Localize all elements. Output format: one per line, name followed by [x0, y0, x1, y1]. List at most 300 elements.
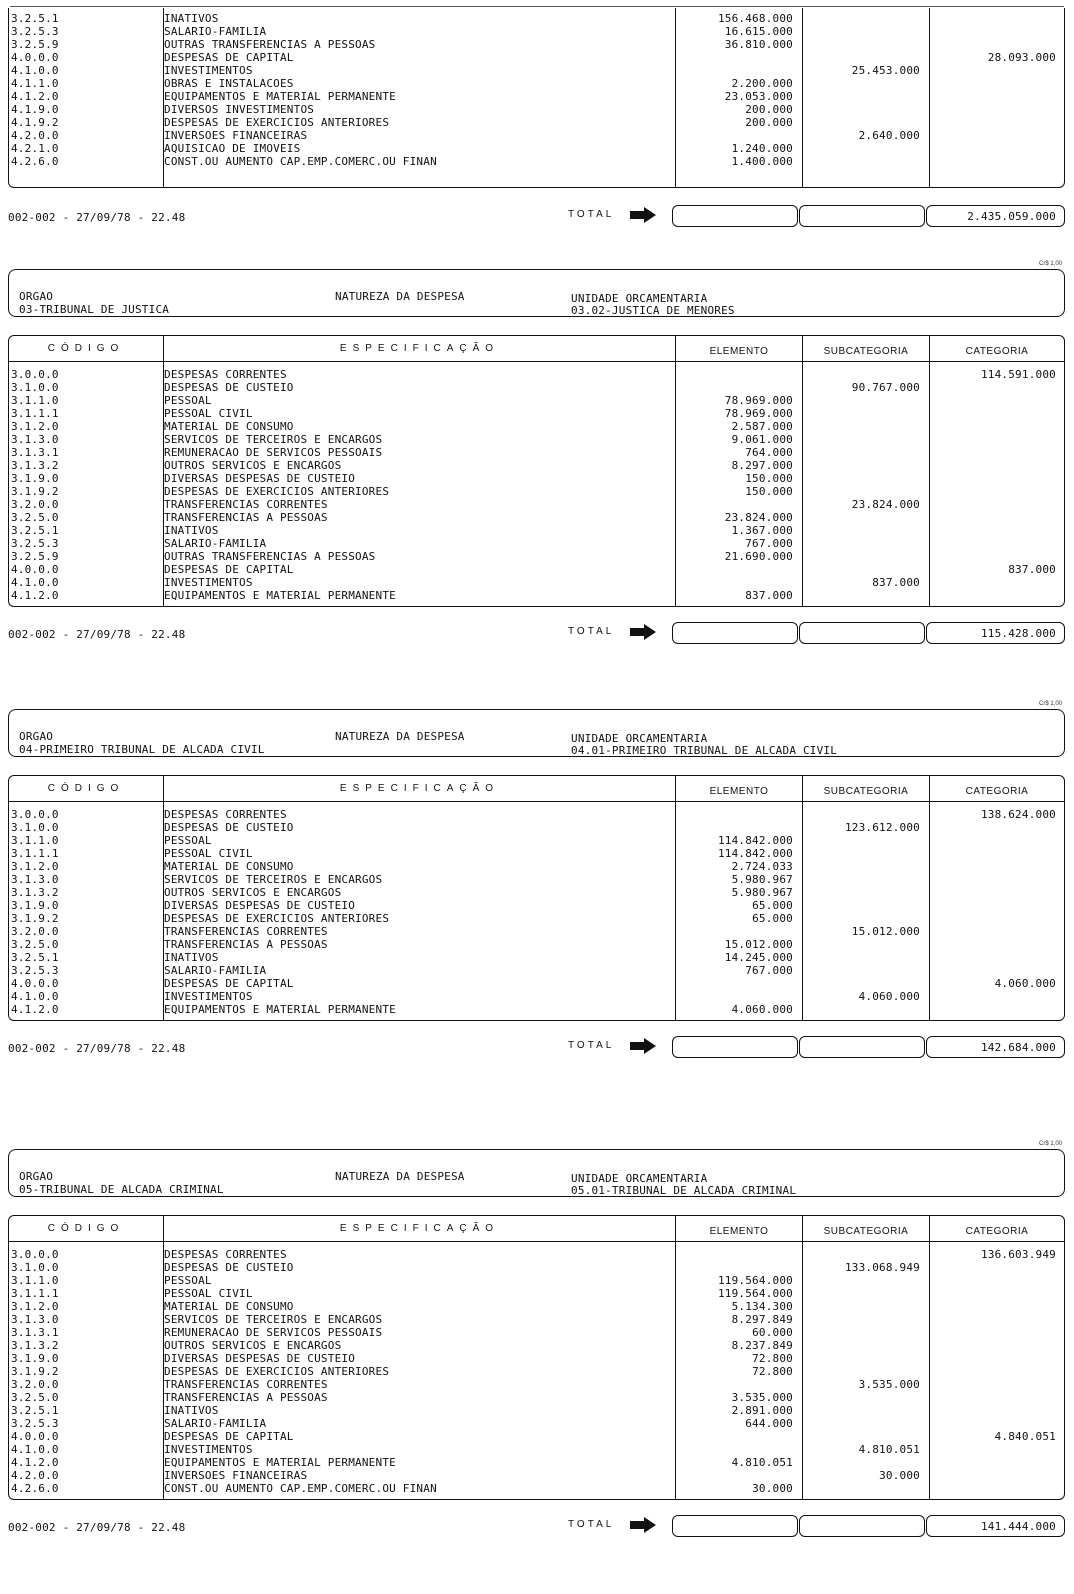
code-cell: 3.1.0.0 — [11, 821, 59, 834]
table-row — [9, 1482, 1066, 1495]
column-header-codigo — [8, 335, 164, 361]
unidade-name: 03.02-JUSTICA DE MENORES — [571, 304, 735, 317]
elemento-total-box — [672, 1036, 798, 1058]
table-row — [9, 485, 1066, 498]
categoria-cell: 837.000 — [1008, 563, 1056, 576]
description-cell: DESPESAS DE CAPITAL — [164, 563, 294, 576]
code-cell: 4.1.2.0 — [11, 90, 59, 103]
subcategoria-cell: 4.810.051 — [858, 1443, 920, 1456]
elemento-cell: 764.000 — [745, 446, 793, 459]
elemento-cell: 200.000 — [745, 116, 793, 129]
top-rule — [10, 6, 1064, 7]
table-row — [9, 1274, 1066, 1287]
table-row — [9, 25, 1066, 38]
table-row — [9, 90, 1066, 103]
elemento-total-box — [672, 205, 798, 227]
code-cell: 3.1.9.0 — [11, 899, 59, 912]
elemento-cell: 8.237.849 — [731, 1339, 793, 1352]
table-row — [9, 1443, 1066, 1456]
subcategoria-cell: 3.535.000 — [858, 1378, 920, 1391]
currency-note: Cr$ 1,00 — [1038, 1141, 1062, 1147]
code-cell: 3.1.3.2 — [11, 1339, 59, 1352]
currency-note: Cr$ 1,00 — [1038, 261, 1062, 267]
table-row — [9, 38, 1066, 51]
description-cell: DESPESAS DE CAPITAL — [164, 1430, 294, 1443]
table-row — [9, 821, 1066, 834]
elemento-cell: 150.000 — [745, 485, 793, 498]
section-footer — [8, 1514, 1065, 1540]
description-cell: DIVERSOS INVESTIMENTOS — [164, 103, 315, 116]
elemento-cell: 150.000 — [745, 472, 793, 485]
description-cell: INATIVOS — [164, 1404, 219, 1417]
description-cell: MATERIAL DE CONSUMO — [164, 1300, 294, 1313]
orgao-label: ORGAO — [19, 730, 54, 743]
code-cell: 3.1.0.0 — [11, 1261, 59, 1274]
table-row — [9, 808, 1066, 821]
column-header-label: ELEMENTO — [709, 1226, 769, 1237]
description-cell: DIVERSAS DESPESAS DE CUSTEIO — [164, 1352, 356, 1365]
description-cell: PESSOAL — [164, 394, 212, 407]
subcategoria-cell: 90.767.000 — [851, 381, 920, 394]
elemento-cell: 72.800 — [752, 1352, 793, 1365]
description-cell: DESPESAS CORRENTES — [164, 808, 287, 821]
table-row — [9, 142, 1066, 155]
code-cell: 3.1.3.1 — [11, 1326, 59, 1339]
description-cell: INVESTIMENTOS — [164, 64, 253, 77]
table-row — [9, 155, 1066, 168]
code-cell: 3.2.5.3 — [11, 964, 59, 977]
code-cell: 3.0.0.0 — [11, 1248, 59, 1261]
arrow-right-icon — [630, 207, 656, 223]
categoria-cell: 114.591.000 — [980, 368, 1056, 381]
arrow-right-icon — [630, 1038, 656, 1054]
description-cell: PESSOAL CIVIL — [164, 1287, 253, 1300]
table-row — [9, 368, 1066, 381]
arrow-right-icon — [630, 1517, 656, 1533]
elemento-cell: 767.000 — [745, 537, 793, 550]
code-cell: 3.1.1.0 — [11, 1274, 59, 1287]
code-cell: 3.1.1.0 — [11, 834, 59, 847]
code-cell: 3.1.2.0 — [11, 1300, 59, 1313]
table-row — [9, 576, 1066, 589]
description-cell: MATERIAL DE CONSUMO — [164, 860, 294, 873]
column-header-label: ESPECIFICAÇÃO — [339, 1223, 500, 1234]
column-header-codigo — [8, 1215, 164, 1241]
code-cell: 3.1.3.0 — [11, 1313, 59, 1326]
section-table — [8, 361, 1065, 607]
description-cell: DIVERSAS DESPESAS DE CUSTEIO — [164, 472, 356, 485]
code-cell: 3.2.5.3 — [11, 537, 59, 550]
unidade-label: UNIDADE ORCAMENTARIA — [571, 292, 708, 305]
elemento-cell: 14.245.000 — [724, 951, 793, 964]
code-cell: 3.1.2.0 — [11, 420, 59, 433]
table-row — [9, 446, 1066, 459]
table-row — [9, 1391, 1066, 1404]
table-row — [9, 847, 1066, 860]
subcategoria-cell: 25.453.000 — [851, 64, 920, 77]
column-header-label: CÓDIGO — [47, 343, 125, 354]
description-cell: SALARIO-FAMILIA — [164, 964, 267, 977]
section-table — [8, 801, 1065, 1021]
subcategoria-total-box — [799, 1515, 925, 1537]
description-cell: CONST.OU AUMENTO CAP.EMP.COMERC.OU FINAN — [164, 1482, 437, 1495]
elemento-cell: 65.000 — [752, 912, 793, 925]
total-label: TOTAL — [568, 626, 615, 637]
elemento-cell: 16.615.000 — [724, 25, 793, 38]
code-cell: 3.2.5.1 — [11, 951, 59, 964]
orgao-label: ORGAO — [19, 1170, 54, 1183]
categoria-total-box — [926, 622, 1065, 644]
column-header-label: ESPECIFICAÇÃO — [339, 343, 500, 354]
elemento-cell: 8.297.849 — [731, 1313, 793, 1326]
description-cell: DESPESAS DE CUSTEIO — [164, 1261, 294, 1274]
elemento-cell: 5.134.300 — [731, 1300, 793, 1313]
subcategoria-total-box — [799, 1036, 925, 1058]
table-row — [9, 951, 1066, 964]
description-cell: DESPESAS DE EXERCICIOS ANTERIORES — [164, 116, 390, 129]
description-cell: SERVICOS DE TERCEIROS E ENCARGOS — [164, 1313, 383, 1326]
table-row — [9, 51, 1066, 64]
subcategoria-cell: 23.824.000 — [851, 498, 920, 511]
code-cell: 4.1.2.0 — [11, 1456, 59, 1469]
code-cell: 3.2.5.0 — [11, 938, 59, 951]
code-cell: 3.1.9.2 — [11, 485, 59, 498]
description-cell: TRANSFERENCIAS A PESSOAS — [164, 1391, 328, 1404]
code-cell: 4.1.2.0 — [11, 1003, 59, 1016]
elemento-cell: 644.000 — [745, 1417, 793, 1430]
description-cell: MATERIAL DE CONSUMO — [164, 420, 294, 433]
table-row — [9, 12, 1066, 25]
continuation-table — [8, 8, 1065, 188]
column-header-categoria — [929, 775, 1065, 801]
elemento-cell: 2.724.033 — [731, 860, 793, 873]
elemento-cell: 119.564.000 — [717, 1274, 793, 1287]
elemento-cell: 1.367.000 — [731, 524, 793, 537]
code-cell: 4.1.9.2 — [11, 116, 59, 129]
code-cell: 3.1.0.0 — [11, 381, 59, 394]
elemento-cell: 21.690.000 — [724, 550, 793, 563]
elemento-cell: 119.564.000 — [717, 1287, 793, 1300]
elemento-cell: 1.240.000 — [731, 142, 793, 155]
elemento-cell: 36.810.000 — [724, 38, 793, 51]
orgao-name: 05-TRIBUNAL DE ALCADA CRIMINAL — [19, 1183, 224, 1196]
description-cell: EQUIPAMENTOS E MATERIAL PERMANENTE — [164, 589, 396, 602]
code-cell: 3.1.9.2 — [11, 912, 59, 925]
elemento-cell: 23.053.000 — [724, 90, 793, 103]
description-cell: CONST.OU AUMENTO CAP.EMP.COMERC.OU FINAN — [164, 155, 437, 168]
table-row — [9, 420, 1066, 433]
description-cell: DESPESAS DE EXERCICIOS ANTERIORES — [164, 485, 390, 498]
code-cell: 3.2.0.0 — [11, 498, 59, 511]
description-cell: DESPESAS CORRENTES — [164, 368, 287, 381]
column-header-label: CÓDIGO — [47, 1223, 125, 1234]
elemento-cell: 60.000 — [752, 1326, 793, 1339]
print-stamp: 002-002 - 27/09/78 - 22.48 — [8, 628, 186, 641]
table-row — [9, 1248, 1066, 1261]
table-row — [9, 1456, 1066, 1469]
description-cell: INVERSOES FINANCEIRAS — [164, 1469, 308, 1482]
elemento-total-box — [672, 622, 798, 644]
description-cell: REMUNERACAO DE SERVICOS PESSOAIS — [164, 1326, 383, 1339]
table-row — [9, 886, 1066, 899]
description-cell: DESPESAS CORRENTES — [164, 1248, 287, 1261]
code-cell: 3.2.5.9 — [11, 550, 59, 563]
column-header-label: ELEMENTO — [709, 786, 769, 797]
column-header-label: SUBCATEGORIA — [823, 346, 909, 357]
description-cell: AQUISICAO DE IMOVEIS — [164, 142, 301, 155]
column-header-categoria — [929, 1215, 1065, 1241]
code-cell: 3.1.2.0 — [11, 860, 59, 873]
column-header-subcategoria — [802, 335, 930, 361]
column-header-especificacao — [163, 1215, 676, 1241]
elemento-cell: 767.000 — [745, 964, 793, 977]
elemento-cell: 65.000 — [752, 899, 793, 912]
subcategoria-cell: 30.000 — [879, 1469, 920, 1482]
subcategoria-cell: 133.068.949 — [844, 1261, 920, 1274]
table-row — [9, 537, 1066, 550]
column-header-especificacao — [163, 335, 676, 361]
description-cell: EQUIPAMENTOS E MATERIAL PERMANENTE — [164, 90, 396, 103]
categoria-total-box — [926, 205, 1065, 227]
code-cell: 4.0.0.0 — [11, 51, 59, 64]
subcategoria-cell: 4.060.000 — [858, 990, 920, 1003]
description-cell: SALARIO-FAMILIA — [164, 1417, 267, 1430]
code-cell: 4.0.0.0 — [11, 563, 59, 576]
description-cell: DESPESAS DE EXERCICIOS ANTERIORES — [164, 912, 390, 925]
code-cell: 3.2.5.1 — [11, 524, 59, 537]
code-cell: 3.2.0.0 — [11, 925, 59, 938]
description-cell: TRANSFERENCIAS A PESSOAS — [164, 511, 328, 524]
table-row — [9, 1378, 1066, 1391]
elemento-cell: 156.468.000 — [717, 12, 793, 25]
description-cell: SALARIO-FAMILIA — [164, 537, 267, 550]
code-cell: 3.2.5.3 — [11, 25, 59, 38]
code-cell: 4.1.0.0 — [11, 64, 59, 77]
code-cell: 3.2.5.1 — [11, 1404, 59, 1417]
description-cell: DESPESAS DE EXERCICIOS ANTERIORES — [164, 1365, 390, 1378]
description-cell: PESSOAL CIVIL — [164, 407, 253, 420]
table-row — [9, 394, 1066, 407]
natureza-label: NATUREZA DA DESPESA — [335, 290, 465, 303]
arrow-right-icon — [630, 624, 656, 640]
description-cell: EQUIPAMENTOS E MATERIAL PERMANENTE — [164, 1456, 396, 1469]
code-cell: 3.2.0.0 — [11, 1378, 59, 1391]
table-row — [9, 1313, 1066, 1326]
code-cell: 3.1.1.0 — [11, 394, 59, 407]
categoria-cell: 4.060.000 — [994, 977, 1056, 990]
orgao-name: 03-TRIBUNAL DE JUSTICA — [19, 303, 170, 316]
table-row — [9, 1404, 1066, 1417]
table-row — [9, 511, 1066, 524]
code-cell: 3.1.3.2 — [11, 886, 59, 899]
continuation-footer — [8, 204, 1065, 230]
subcategoria-total-box — [799, 205, 925, 227]
elemento-cell: 4.060.000 — [731, 1003, 793, 1016]
code-cell: 3.1.3.1 — [11, 446, 59, 459]
table-row — [9, 563, 1066, 576]
description-cell: INATIVOS — [164, 524, 219, 537]
code-cell: 4.1.2.0 — [11, 589, 59, 602]
description-cell: INVESTIMENTOS — [164, 576, 253, 589]
elemento-cell: 78.969.000 — [724, 407, 793, 420]
orgao-name: 04-PRIMEIRO TRIBUNAL DE ALCADA CIVIL — [19, 743, 265, 756]
elemento-cell: 5.980.967 — [731, 873, 793, 886]
column-header-categoria — [929, 335, 1065, 361]
elemento-cell: 78.969.000 — [724, 394, 793, 407]
description-cell: PESSOAL — [164, 834, 212, 847]
code-cell: 3.2.5.9 — [11, 38, 59, 51]
table-row — [9, 472, 1066, 485]
currency-note: Cr$ 1,00 — [1038, 701, 1062, 707]
print-stamp: 002-002 - 27/09/78 - 22.48 — [8, 1521, 186, 1534]
description-cell: INVESTIMENTOS — [164, 1443, 253, 1456]
code-cell: 4.1.0.0 — [11, 1443, 59, 1456]
description-cell: OUTROS SERVICOS E ENCARGOS — [164, 459, 342, 472]
code-cell: 4.2.6.0 — [11, 155, 59, 168]
unidade-name: 05.01-TRIBUNAL DE ALCADA CRIMINAL — [571, 1184, 797, 1197]
categoria-cell: 4.840.051 — [994, 1430, 1056, 1443]
table-row — [9, 1003, 1066, 1016]
table-row — [9, 1352, 1066, 1365]
column-header-elemento — [675, 1215, 803, 1241]
column-header-elemento — [675, 335, 803, 361]
code-cell: 4.1.1.0 — [11, 77, 59, 90]
code-cell: 3.1.9.0 — [11, 472, 59, 485]
section-table — [8, 1241, 1065, 1500]
table-row — [9, 498, 1066, 511]
table-row — [9, 129, 1066, 142]
elemento-cell: 23.824.000 — [724, 511, 793, 524]
code-cell: 3.1.9.2 — [11, 1365, 59, 1378]
code-cell: 3.2.5.0 — [11, 1391, 59, 1404]
table-row — [9, 1326, 1066, 1339]
table-row — [9, 964, 1066, 977]
table-row — [9, 899, 1066, 912]
unidade-name: 04.01-PRIMEIRO TRIBUNAL DE ALCADA CIVIL — [571, 744, 838, 757]
table-row — [9, 459, 1066, 472]
column-header-especificacao — [163, 775, 676, 801]
column-header-label: SUBCATEGORIA — [823, 786, 909, 797]
elemento-cell: 1.400.000 — [731, 155, 793, 168]
elemento-cell: 30.000 — [752, 1482, 793, 1495]
elemento-cell: 2.200.000 — [731, 77, 793, 90]
description-cell: TRANSFERENCIAS CORRENTES — [164, 1378, 328, 1391]
grand-total: 142.684.000 — [980, 1041, 1056, 1054]
column-header-subcategoria — [802, 1215, 930, 1241]
description-cell: DESPESAS DE CUSTEIO — [164, 381, 294, 394]
code-cell: 3.2.5.0 — [11, 511, 59, 524]
description-cell: TRANSFERENCIAS CORRENTES — [164, 925, 328, 938]
description-cell: OUTROS SERVICOS E ENCARGOS — [164, 886, 342, 899]
code-cell: 4.1.0.0 — [11, 576, 59, 589]
table-row — [9, 116, 1066, 129]
subcategoria-cell: 123.612.000 — [844, 821, 920, 834]
unidade-label: UNIDADE ORCAMENTARIA — [571, 732, 708, 745]
table-row — [9, 873, 1066, 886]
description-cell: PESSOAL CIVIL — [164, 847, 253, 860]
total-label: TOTAL — [568, 209, 615, 220]
elemento-cell: 114.842.000 — [717, 834, 793, 847]
code-cell: 3.1.1.1 — [11, 407, 59, 420]
elemento-cell: 200.000 — [745, 103, 793, 116]
elemento-cell: 4.810.051 — [731, 1456, 793, 1469]
orgao-label: ORGAO — [19, 290, 54, 303]
categoria-cell: 28.093.000 — [987, 51, 1056, 64]
categoria-total-box — [926, 1515, 1065, 1537]
table-row — [9, 1365, 1066, 1378]
description-cell: SALARIO-FAMILIA — [164, 25, 267, 38]
natureza-label: NATUREZA DA DESPESA — [335, 1170, 465, 1183]
table-row — [9, 860, 1066, 873]
code-cell: 4.0.0.0 — [11, 977, 59, 990]
code-cell: 3.0.0.0 — [11, 808, 59, 821]
natureza-label: NATUREZA DA DESPESA — [335, 730, 465, 743]
section-footer — [8, 1035, 1065, 1061]
code-cell: 4.1.9.0 — [11, 103, 59, 116]
column-header-label: ESPECIFICAÇÃO — [339, 783, 500, 794]
table-row — [9, 938, 1066, 951]
elemento-cell: 72.800 — [752, 1365, 793, 1378]
elemento-cell: 15.012.000 — [724, 938, 793, 951]
code-cell: 3.0.0.0 — [11, 368, 59, 381]
code-cell: 3.1.3.2 — [11, 459, 59, 472]
table-row — [9, 524, 1066, 537]
column-header-label: ELEMENTO — [709, 346, 769, 357]
column-header-label: SUBCATEGORIA — [823, 1226, 909, 1237]
column-header-codigo — [8, 775, 164, 801]
code-cell: 4.2.6.0 — [11, 1482, 59, 1495]
description-cell: INATIVOS — [164, 12, 219, 25]
description-cell: PESSOAL — [164, 1274, 212, 1287]
code-cell: 3.2.5.3 — [11, 1417, 59, 1430]
code-cell: 3.1.1.1 — [11, 1287, 59, 1300]
column-header-label: CÓDIGO — [47, 783, 125, 794]
code-cell: 3.1.9.0 — [11, 1352, 59, 1365]
description-cell: INVERSOES FINANCEIRAS — [164, 129, 308, 142]
table-row — [9, 1430, 1066, 1443]
description-cell: OUTRAS TRANSFERENCIAS A PESSOAS — [164, 38, 376, 51]
column-header-label: CATEGORIA — [965, 1226, 1029, 1237]
table-row — [9, 433, 1066, 446]
description-cell: OUTRAS TRANSFERENCIAS A PESSOAS — [164, 550, 376, 563]
table-row — [9, 103, 1066, 116]
grand-total: 141.444.000 — [980, 1520, 1056, 1533]
elemento-total-box — [672, 1515, 798, 1537]
code-cell: 4.2.0.0 — [11, 1469, 59, 1482]
elemento-cell: 2.891.000 — [731, 1404, 793, 1417]
categoria-cell: 138.624.000 — [980, 808, 1056, 821]
elemento-cell: 9.061.000 — [731, 433, 793, 446]
table-row — [9, 1417, 1066, 1430]
subcategoria-cell: 837.000 — [872, 576, 920, 589]
table-row — [9, 990, 1066, 1003]
table-row — [9, 1261, 1066, 1274]
elemento-cell: 3.535.000 — [731, 1391, 793, 1404]
grand-total: 2.435.059.000 — [967, 210, 1056, 223]
description-cell: TRANSFERENCIAS CORRENTES — [164, 498, 328, 511]
section-footer — [8, 621, 1065, 647]
description-cell: REMUNERACAO DE SERVICOS PESSOAIS — [164, 446, 383, 459]
subcategoria-total-box — [799, 622, 925, 644]
description-cell: INATIVOS — [164, 951, 219, 964]
table-row — [9, 64, 1066, 77]
table-row — [9, 1339, 1066, 1352]
table-row — [9, 834, 1066, 847]
print-stamp: 002-002 - 27/09/78 - 22.48 — [8, 211, 186, 224]
section-header — [8, 709, 1065, 757]
elemento-cell: 5.980.967 — [731, 886, 793, 899]
column-header-elemento — [675, 775, 803, 801]
